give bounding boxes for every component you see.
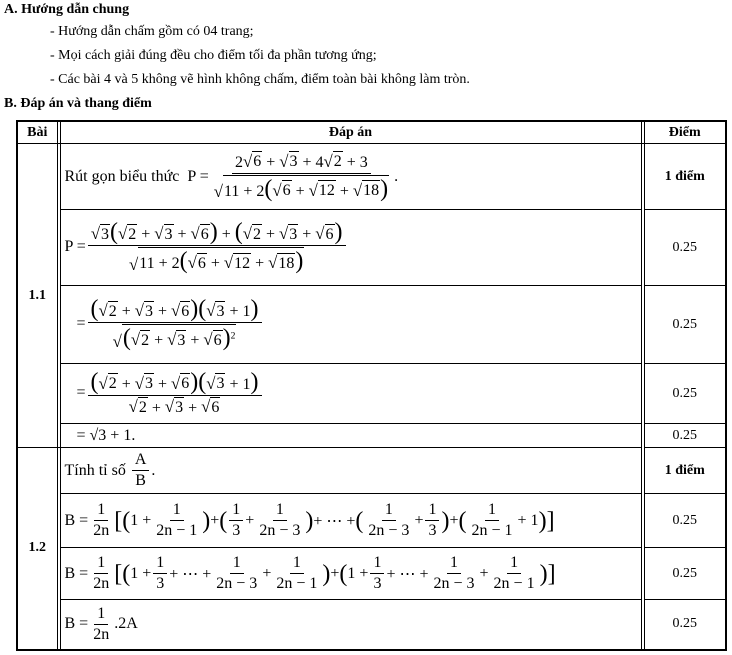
points: 0.25 [644,600,726,650]
guide-item: - Các bài 4 và 5 không vẽ hình không chấm, điểm toàn bài không làm tròn. [50,72,470,87]
points: 0.25 [644,210,726,286]
answer-step: B = $\frac{1}{2n}$ .2A [60,600,641,650]
guide-item: - Mọi cách giải đúng đều cho điểm tối đa phần tương ứng; [50,48,377,63]
answer-step: Rút gọn biểu thức P = 2 √ 6 + √ 3 + 4 √ 2 + 3 √ 11 + 2( √ 6 + √ 12 + √ 18 ) . [60,144,641,210]
problem-label: 1.2 [17,448,57,650]
intro-text: Rút gọn biểu thức [64,167,180,185]
section-a-heading: A. Hướng dẫn chung [4,2,130,17]
answer-step [60,424,641,448]
guide-item: - Hướng dẫn chấm gồm có 04 trang; [50,24,254,39]
points: 1 điểm [644,448,726,494]
answer-table [16,120,727,651]
answer-step: = ( √ 2 + √ 3 + √ 6 )( √ 3 + 1) √ 2 + √ 3 + √ 6 [60,364,641,424]
points: 0.25 [644,286,726,364]
intro-text: Tính tỉ số [64,461,126,479]
points: 0.25 [644,548,726,600]
header-diem: Điểm [644,121,726,144]
final-result: = √3 + 1. [76,426,136,444]
answer-step: Tính tỉ số $\frac{A}{B}$ . [60,448,641,494]
answer-step: B = $\frac{1}{2n}$ [ ( 1 + $\frac{1}{2n - 1}$ ) + ( $\frac{1}{3}$ + $\frac{1}{2n - 3}$ ) + ⋯ + ( $\frac{1}{2n - 3}$ + $\frac{1}{3}$ ) + ( $\frac{1}{2n - 1}$ + 1 ) ] [60,494,641,548]
points: 1 điểm [644,144,726,210]
answer-step: B = $\frac{1}{2n}$ [ ( 1 + $\frac{1}{3}$ + ⋯ + $\frac{1}{2n - 3}$ + $\frac{1}{2n - 1}$ ) + ( 1 + $\frac{1}{3}$ + ⋯ + $\frac{1}{2n - 3}$ + $\frac{1}{2n - 1}$ ) ] [60,548,641,600]
section-b-heading: B. Đáp án và thang điểm [4,96,152,111]
points: 0.25 [644,424,726,448]
problem-label: 1.1 [17,144,57,448]
header-dap-an: Đáp án [60,121,641,144]
points: 0.25 [644,364,726,424]
header-bai: Bài [17,121,57,144]
answer-step: = ( √ 2 + √ 3 + √ 6 )( √ 3 + 1) √ ( √ 2 + √ 3 + √ 6 )$^2$ [60,286,641,364]
answer-step: P = √ 3 ( √ 2 + √ 3 + √ 6 ) + ( √ 2 + √ 3 + √ 6 ) √ 11 + 2( √ 6 + √ 12 + √ 18 ) [60,210,641,286]
points: 0.25 [644,494,726,548]
